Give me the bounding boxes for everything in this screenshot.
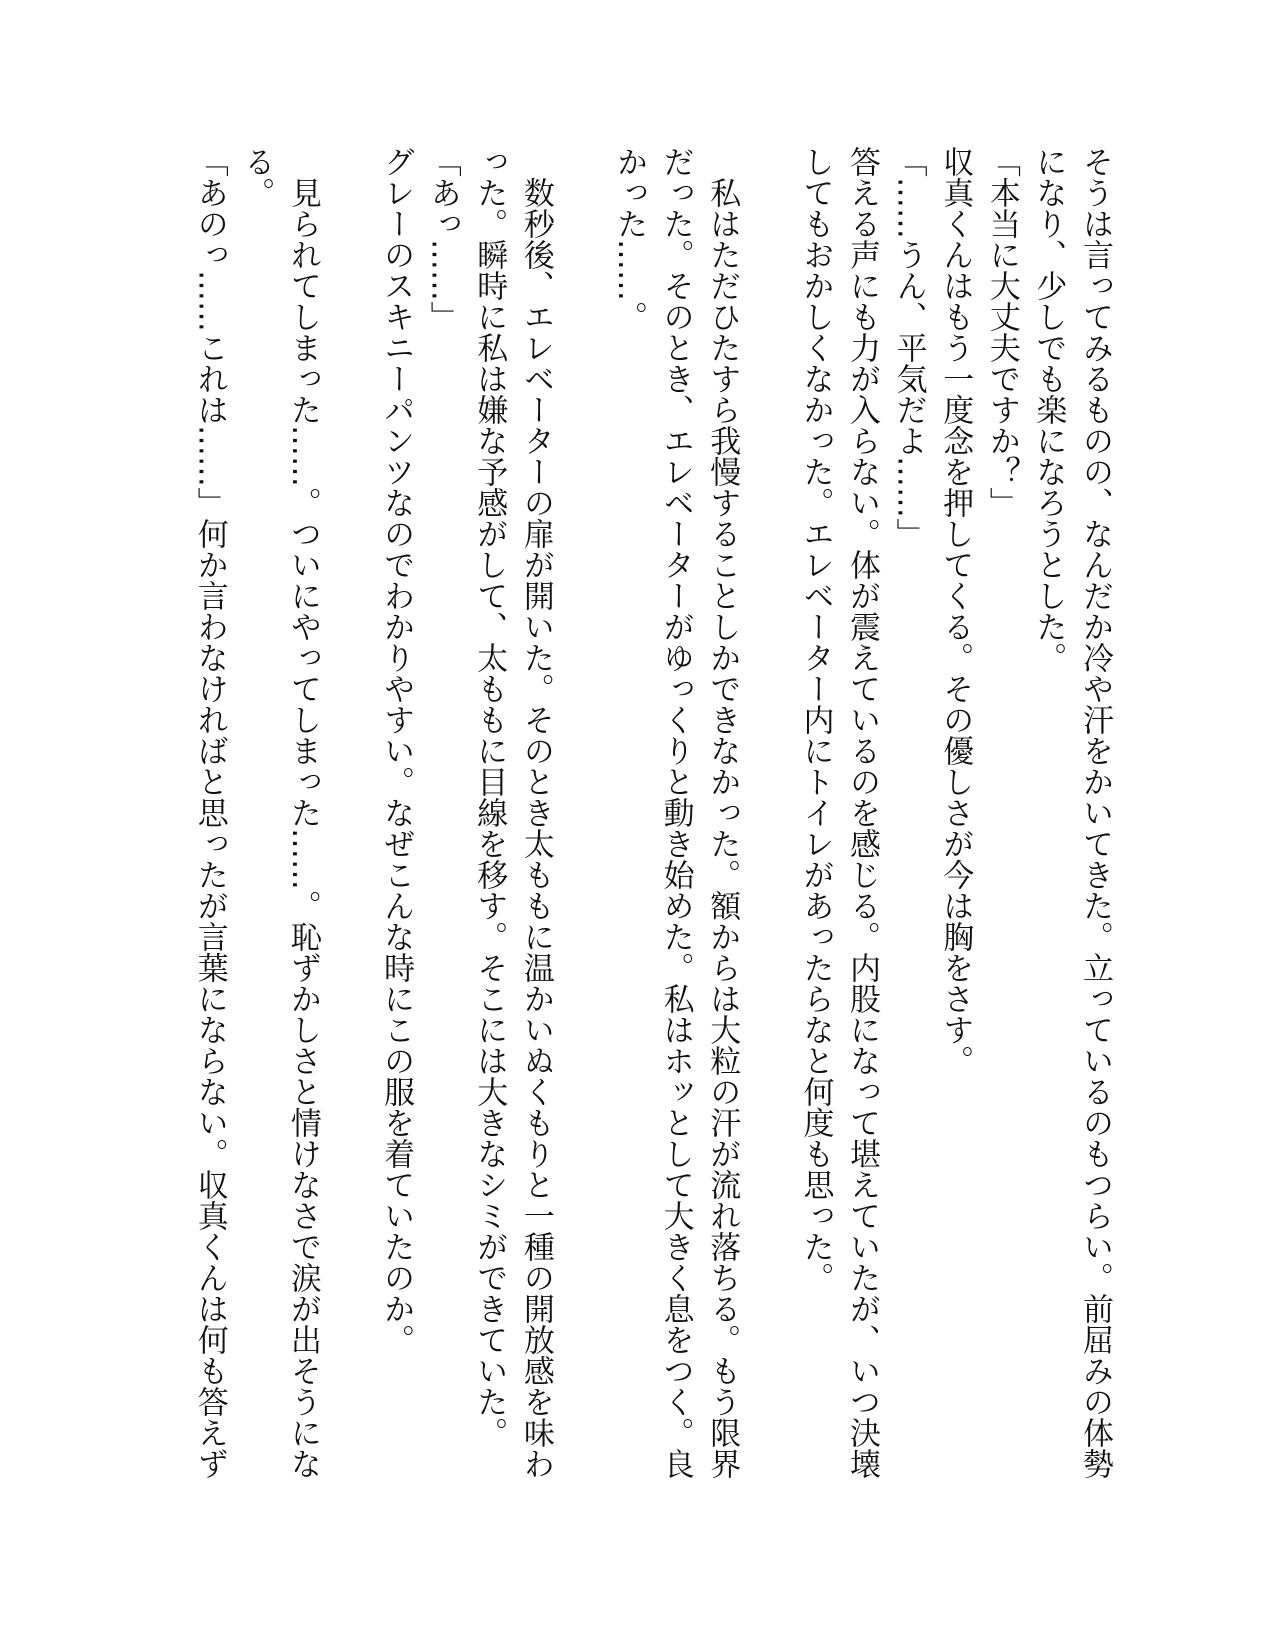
text-line: してもおかしくなかった。エレベーター内にトイレがあったらなと何度も思った。 — [797, 146, 834, 1293]
text-line: になり、少しでも楽になろうとした。 — [1030, 146, 1067, 673]
text-line: 私はただひたすら我慢することしかできなかった。額からは大粒の汗が流れ落ちる。もう限界 — [704, 146, 741, 1479]
text-line: グレーのスキニーパンツなのでわかりやすい。なぜこんな時にこの服を着ていたのか。 — [378, 146, 415, 1355]
dialogue-line: 「あっ……」 — [424, 146, 461, 332]
text-line: そうは言ってみるものの、なんだか冷や汗をかいてきた。立っているのもつらい。前屈みの体勢 — [1077, 146, 1113, 1479]
text-line: だった。そのとき、エレベーターがゆっくりと動き始めた。私はホッとして大きく息をつく。良 — [657, 146, 694, 1479]
dialogue-line: 「本当に大丈夫ですか？」 — [983, 146, 1020, 518]
vertical-text-page — [186, 146, 1118, 1496]
text-line: 収真くんはもう一度念を押してくる。その優しさが今は胸をさす。 — [937, 146, 974, 1076]
text-line: かった……。 — [611, 146, 648, 332]
text-line: る。 — [238, 146, 275, 208]
dialogue-line: 「あのっ……これは……」何か言わなければと思ったが言葉にならない。収真くんは何も答えず — [191, 146, 228, 1479]
blank-line — [745, 146, 792, 1496]
blank-line — [326, 146, 373, 1496]
text-line: 数秒後、エレベーターの扉が開いた。そのとき太ももに温かいぬくもりと一種の開放感を味わ — [517, 146, 554, 1479]
blank-line — [559, 146, 606, 1496]
text-line: った。瞬時に私は嫌な予感がして、太ももに目線を移す。そこには大きなシミができていた。 — [471, 146, 508, 1448]
dialogue-line: 「……うん、平気だよ……」 — [890, 146, 927, 549]
text-line: 答える声にも力が入らない。体が震えているのを感じる。内股になって堪えていたが、いつ決壊 — [844, 146, 881, 1479]
text-line: 見られてしまった……。ついにやってしまった……。恥ずかしさと情けなさで涙が出そうにな — [284, 146, 321, 1479]
